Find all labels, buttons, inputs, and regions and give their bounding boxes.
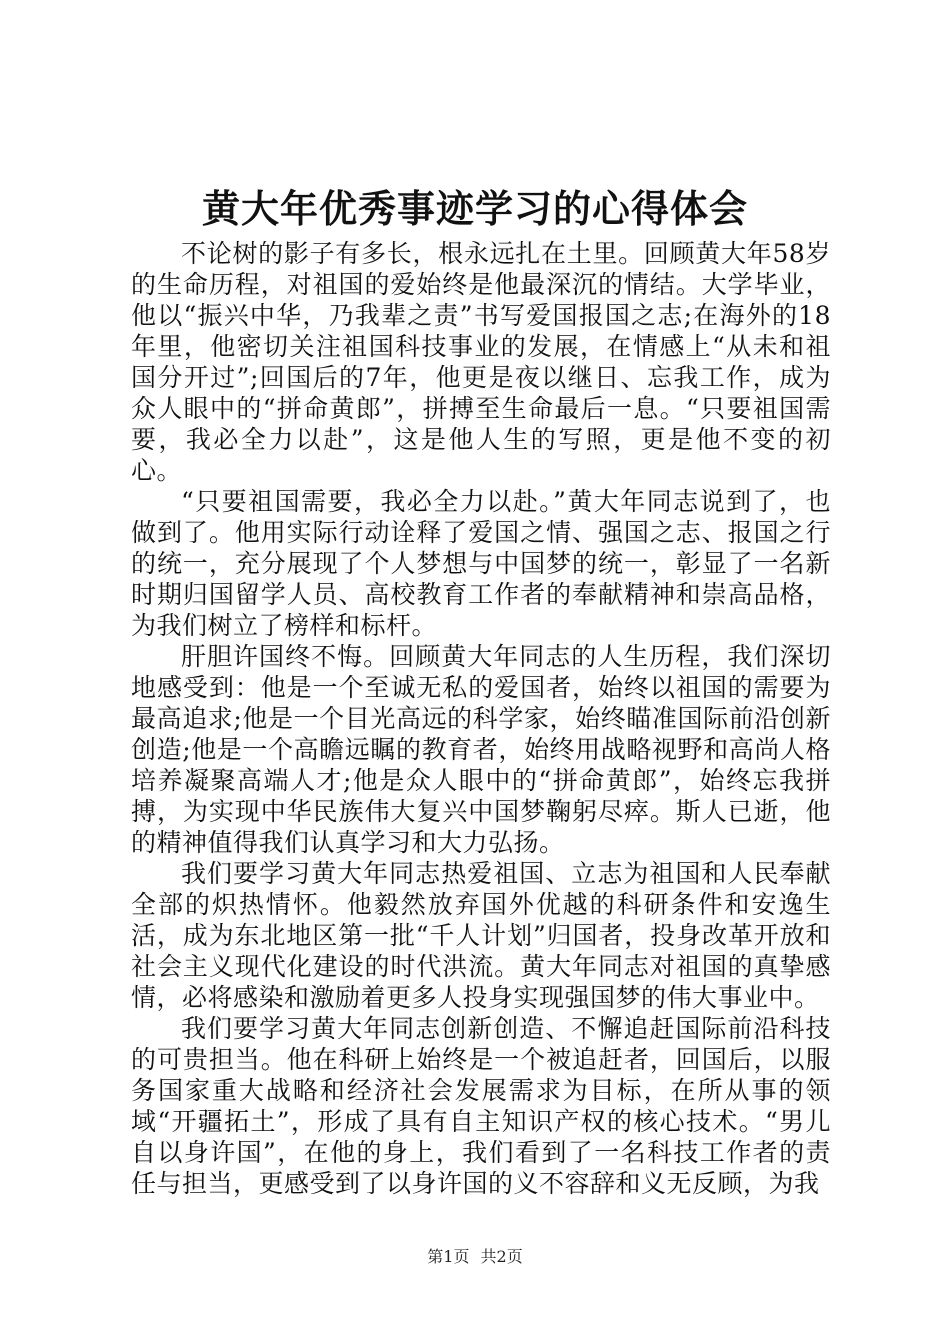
document-title: 黄大年优秀事迹学习的心得体会 [201, 186, 748, 231]
paragraph-5: 我们要学习黄大年同志创新创造、不懈追赶国际前沿科技的可贵担当。他在科研上始终是一个被追赶者，回国后，以服务国家重大战略和经济社会发展需求为目标，在所从事的领域“开疆拓土”，形成了具有自主知识产权的核心技术。“男儿自以身许国”，在他的身上，我们看到了一名科技工作者的责任与担当，更感受到了以身许国的义不容辞和义无反顾，为我 [131, 1014, 831, 1198]
page-number-current: 第1页 [427, 1247, 470, 1266]
document-body [131, 238, 831, 1199]
paragraph-2: “只要祖国需要，我必全力以赴。”黄大年同志说到了，也做到了。他用实际行动诠释了爱国之情、强国之志、报国之行的统一，充分展现了个人梦想与中国梦的统一，彰显了一名新时期归国留学人员、高校教育工作者的奉献精神和崇高品格，为我们树立了榜样和标杆。 [131, 487, 831, 640]
paragraph-1: 不论树的影子有多长，根永远扎在土里。回顾黄大年58岁的生命历程，对祖国的爱始终是他最深沉的情结。大学毕业，他以“振兴中华，乃我辈之责”书写爱国报国之志;在海外的18年里，他密切关注祖国科技事业的发展，在情感上“从未和祖国分开过”;回国后的7年，他更是夜以继日、忘我工作，成为众人眼中的“拼命黄郎”，拼搏至生命最后一息。“只要祖国需要，我必全力以赴”，这是他人生的写照，更是他不变的初心。 [131, 239, 831, 485]
page-number-total: 共2页 [480, 1247, 523, 1266]
paragraph-3: 肝胆许国终不悔。回顾黄大年同志的人生历程，我们深切地感受到：他是一个至诚无私的爱国者，始终以祖国的需要为最高追求;他是一个目光高远的科学家，始终瞄准国际前沿创新创造;他是一个高瞻远瞩的教育者，始终用战略视野和高尚人格培养凝聚高端人才;他是众人眼中的“拼命黄郎”，始终忘我拼搏，为实现中华民族伟大复兴中国梦鞠躬尽瘁。斯人已逝，他的精神值得我们认真学习和大力弘扬。 [131, 642, 831, 857]
paragraph-4: 我们要学习黄大年同志热爱祖国、立志为祖国和人民奉献全部的炽热情怀。他毅然放弃国外优越的科研条件和安逸生活，成为东北地区第一批“千人计划”归国者，投身改革开放和社会主义现代化建设的时代洪流。黄大年同志对祖国的真挚感情，必将感染和激励着更多人投身实现强国梦的伟大事业中。 [131, 859, 831, 1012]
page-footer [0, 1247, 950, 1267]
